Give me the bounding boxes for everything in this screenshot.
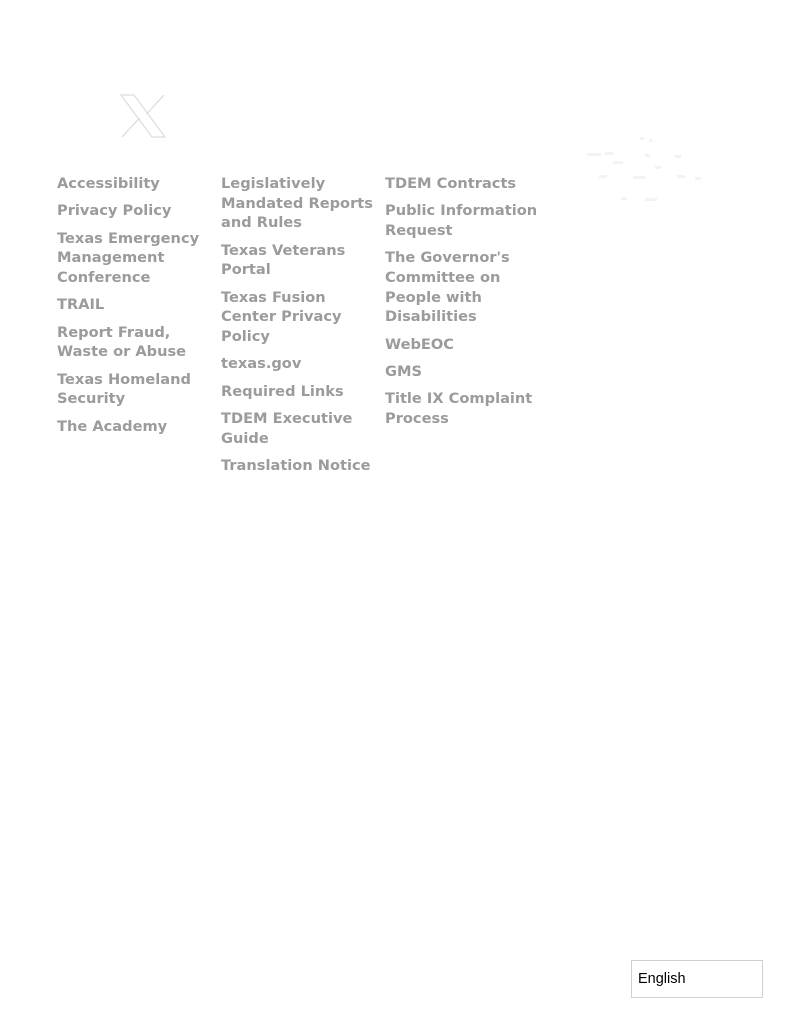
footer-link-report-fraud[interactable]: Report Fraud, Waste or Abuse <box>57 323 187 361</box>
footer-column-2 <box>221 174 385 483</box>
footer-link-veterans-portal[interactable]: Texas Veterans Portal <box>221 241 346 279</box>
footer-link-the-academy[interactable]: The Academy <box>57 417 168 435</box>
language-select-value: English <box>638 971 686 987</box>
footer-link-homeland-security[interactable]: Texas Homeland Security <box>57 370 191 408</box>
footer-link-title-ix[interactable]: Title IX Complaint Process <box>385 390 533 427</box>
footer-link-tdem-contracts[interactable]: TDEM Contracts <box>385 175 517 192</box>
x-logo-icon[interactable] <box>118 93 168 139</box>
footer-link-texas-gov[interactable]: texas.gov <box>221 355 302 373</box>
footer-link-webeoc[interactable]: WebEOC <box>385 335 455 353</box>
language-select[interactable] <box>631 960 763 998</box>
state-seal-icon <box>585 135 710 210</box>
footer-column-3 <box>385 174 549 483</box>
footer-link-accessibility[interactable]: Accessibility <box>57 175 160 192</box>
footer-link-privacy-policy[interactable]: Privacy Policy <box>57 202 172 220</box>
footer-link-public-information-request[interactable]: Public Information Request <box>385 202 538 239</box>
footer-link-emergency-management-conference[interactable]: Texas Emergency Management Conference <box>57 229 200 286</box>
footer-link-legislatively-mandated-reports[interactable]: Legislatively Mandated Reports and Rules <box>221 175 373 232</box>
footer-link-executive-guide[interactable]: TDEM Executive Guide <box>221 409 353 447</box>
footer-link-trail[interactable]: TRAIL <box>57 296 105 314</box>
footer-link-translation-notice[interactable]: Translation Notice <box>221 456 371 474</box>
footer-link-fusion-center-privacy[interactable]: Texas Fusion Center Privacy Policy <box>221 288 342 345</box>
footer-column-1 <box>57 174 221 483</box>
footer-link-gms[interactable]: GMS <box>385 362 423 380</box>
footer-link-required-links[interactable]: Required Links <box>221 382 344 400</box>
footer-link-governors-committee[interactable]: The Governor's Committee on People with Disabilities <box>385 249 510 326</box>
footer-links <box>57 174 549 483</box>
